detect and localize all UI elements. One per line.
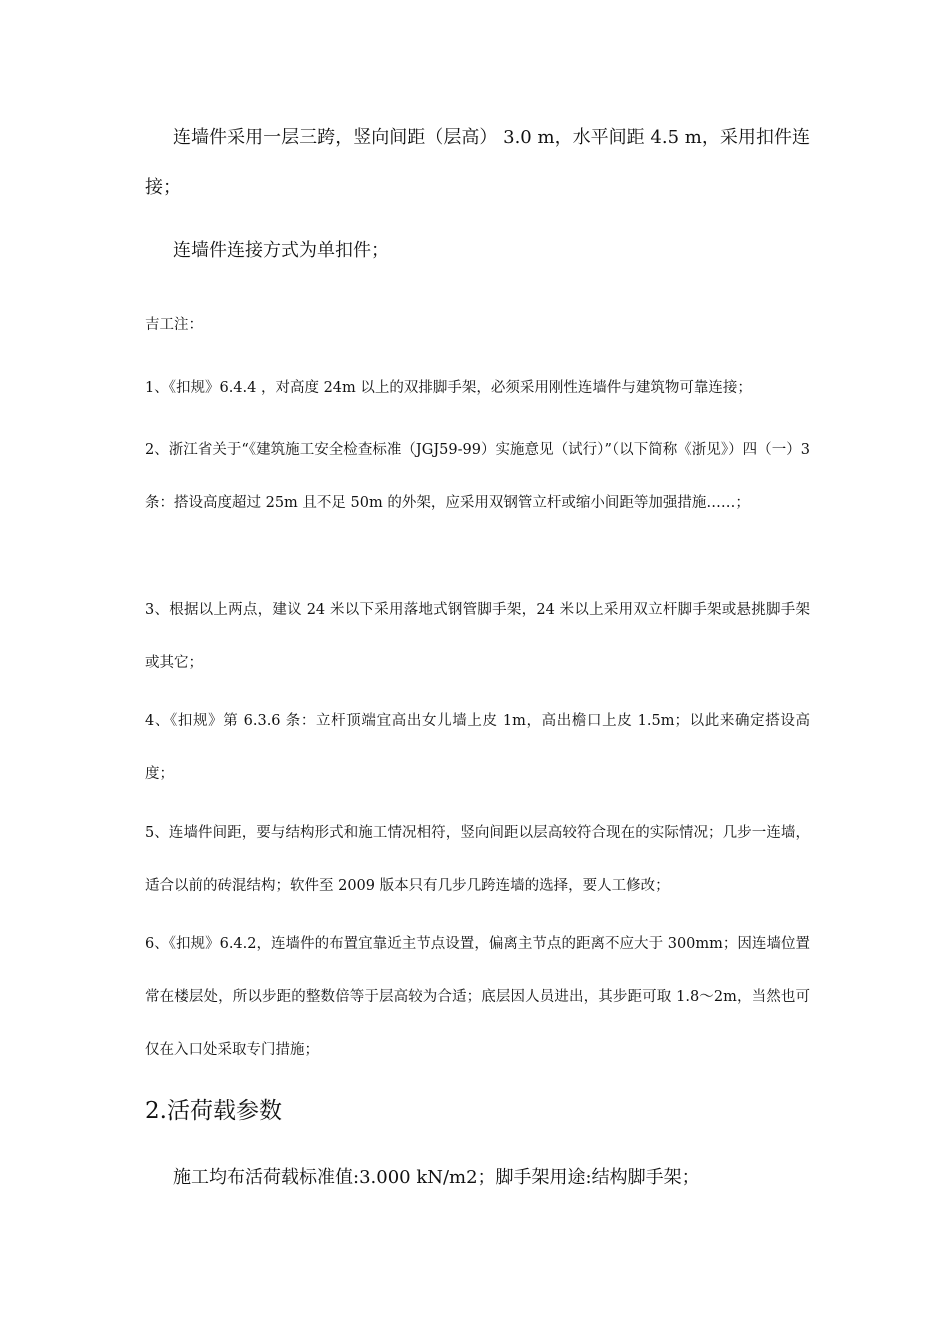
note-title: 吉工注： — [145, 317, 203, 333]
section-heading: 2.活荷载参数 — [145, 1098, 282, 1124]
note-item-6: 6、《扣规》6.4.2，连墙件的布置宜靠近主节点设置，偏离主节点的距离不应大于 300mm；因连墙位置常在楼层处，所以步距的整数倍等于层高较为合适；底层因人员进出，其步距可取 1.8～2m，当然也可仅在入口处采取专门措施； — [145, 936, 810, 1058]
note-item-5: 5、连墙件间距，要与结构形式和施工情况相符，竖向间距以层高较符合现在的实际情况；几步一连墙，适合以前的砖混结构；软件至 2009 版本只有几步几跨连墙的选择，要人工修改； — [145, 825, 810, 894]
live-load-paragraph: 施工均布活荷载标准值:3.000 kN/m2；脚手架用途:结构脚手架； — [173, 1167, 700, 1188]
note-item-3: 3、根据以上两点，建议 24 米以下采用落地式钢管脚手架，24 米以上采用双立杆脚手架或悬挑脚手架或其它； — [145, 602, 810, 671]
note-item-2: 2、浙江省关于“《建筑施工安全检查标准（JGJ59-99）实施意见（试行）”（以下简称《浙见》）四（一）3 条：搭设高度超过 25m 且不足 50m 的外架，应采用双钢管立杆或缩小间距等加强措施……； — [145, 442, 810, 511]
wall-tie-connection-paragraph: 连墙件连接方式为单扣件； — [173, 240, 389, 261]
note-item-1: 1、《扣规》6.4.4 ，对高度 24m 以上的双排脚手架，必须采用刚性连墙件与建筑物可靠连接； — [145, 380, 752, 396]
wall-tie-paragraph: 连墙件采用一层三跨，竖向间距（层高） 3.0 m，水平间距 4.5 m，采用扣件连接； — [145, 127, 810, 198]
note-item-4: 4、《扣规》第 6.3.6 条：立杆顶端宜高出女儿墙上皮 1m，高出檐口上皮 1.5m；以此来确定搭设高度； — [145, 713, 810, 782]
